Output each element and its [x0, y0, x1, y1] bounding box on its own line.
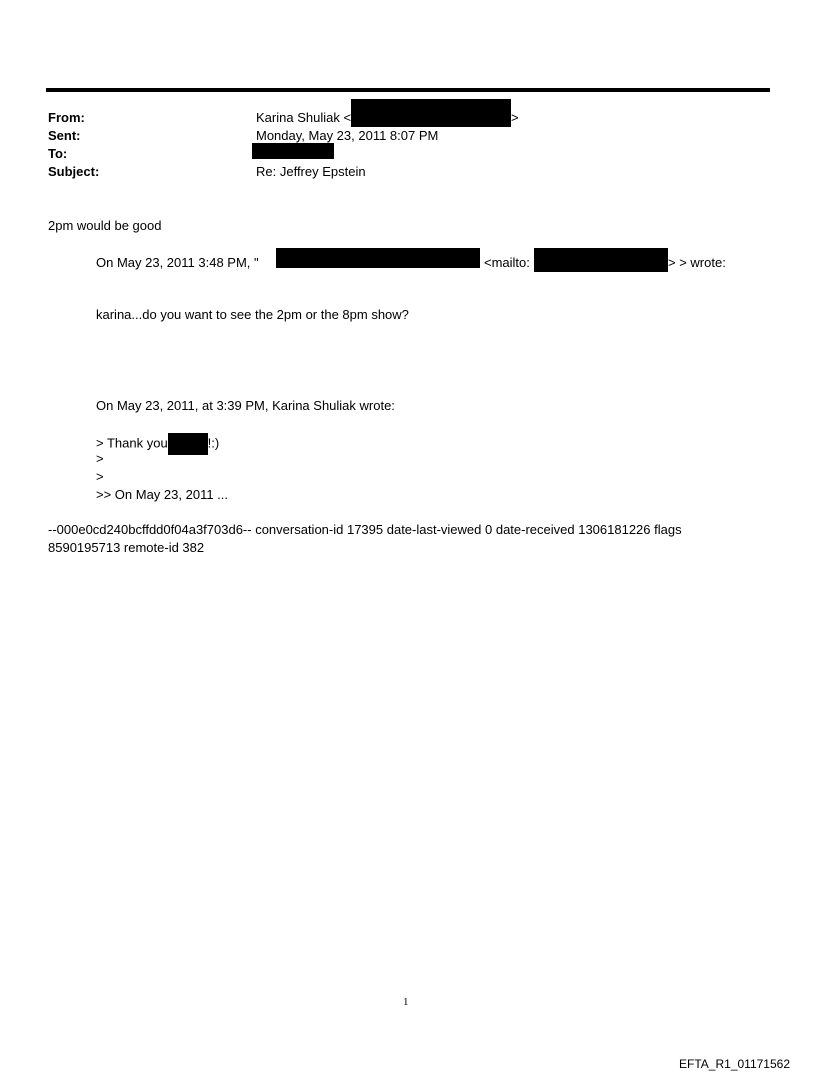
quote2-header: On May 23, 2011, at 3:39 PM, Karina Shuliak wrote:	[96, 398, 395, 413]
page-number: 1	[403, 996, 409, 1008]
quote1-redaction-name	[276, 248, 480, 268]
quote2-line4: >> On May 23, 2011 ...	[96, 487, 229, 502]
sent-value: Monday, May 23, 2011 8:07 PM	[256, 128, 439, 143]
from-name: Karina Shuliak <	[256, 110, 352, 125]
subject-label: Subject:	[48, 164, 100, 179]
to-redaction	[252, 143, 334, 159]
quote2-line1-a: > Thank you	[96, 435, 168, 451]
quote1-redaction-email	[534, 248, 668, 272]
sent-label: Sent:	[48, 128, 81, 143]
from-close: >	[511, 110, 519, 125]
from-value	[256, 110, 519, 127]
from-label: From:	[48, 110, 85, 125]
meta-line2: 8590195713 remote-id 382	[48, 540, 205, 555]
quote1-text: karina...do you want to see the 2pm or the 8pm show?	[96, 307, 409, 322]
quote1-mailto: <mailto:	[484, 255, 530, 270]
quote2-line1	[96, 433, 219, 455]
reply-text: 2pm would be good	[48, 218, 162, 233]
redaction-box	[351, 99, 511, 127]
subject-value: Re: Jeffrey Epstein	[256, 164, 366, 179]
quote2-line3: >	[96, 469, 104, 484]
quote2-line2: >	[96, 451, 104, 466]
quote1-suffix: > > wrote:	[668, 255, 726, 270]
to-label: To:	[48, 146, 68, 161]
quote1-prefix: On May 23, 2011 3:48 PM, "	[96, 255, 259, 270]
document-id: EFTA_R1_01171562	[679, 1057, 790, 1071]
quote2-line1-b: !:)	[207, 435, 220, 451]
meta-line1: --000e0cd240bcffdd0f04a3f703d6-- conversation-id 17395 date-last-viewed 0 date-received 1306181226 flags	[48, 522, 682, 537]
header-rule	[46, 88, 770, 92]
quote2-redaction	[168, 433, 208, 455]
